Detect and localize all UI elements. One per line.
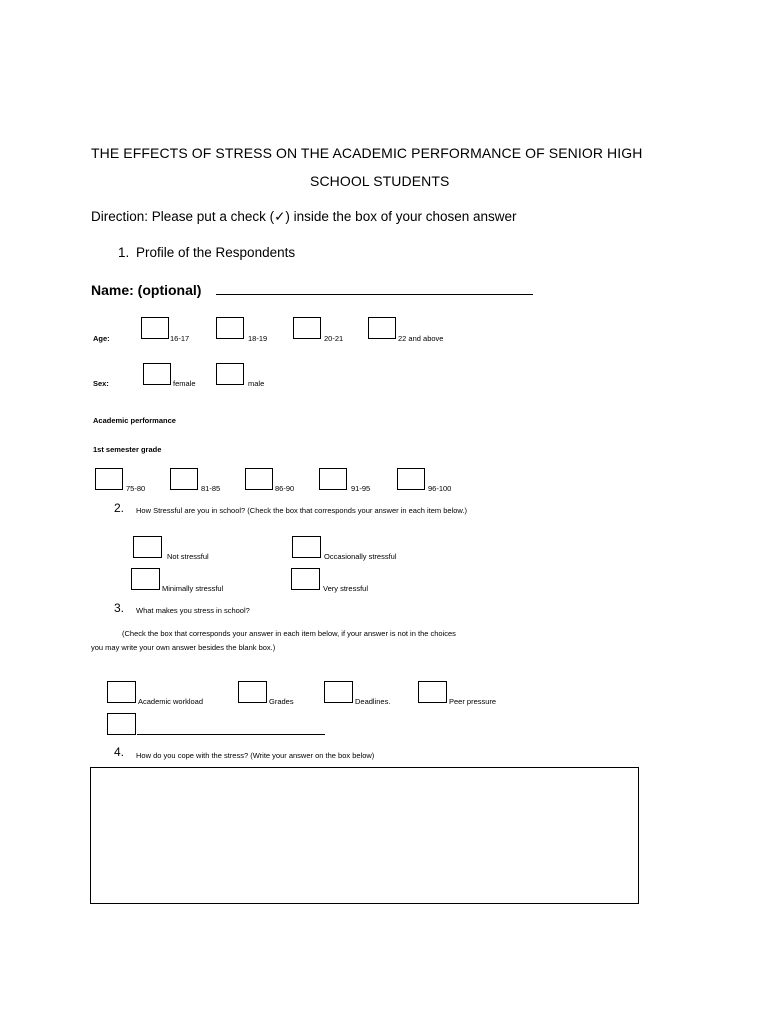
name-blank-line[interactable] [216, 294, 533, 295]
q4-number: 4. [114, 745, 125, 759]
grade-checkbox-81-85[interactable] [170, 468, 198, 490]
academic-performance-label: Academic performance [93, 416, 176, 425]
q3-option-label: Peer pressure [449, 697, 497, 706]
grade-option-label: 91-95 [351, 484, 371, 493]
q3-text: What makes you stress in school? [136, 606, 250, 615]
form-title-line1: THE EFFECTS OF STRESS ON THE ACADEMIC PERFORMANCE OF SENIOR HIGH [91, 145, 643, 161]
q3-option-label: Deadlines. [355, 697, 391, 706]
q4-text: How do you cope with the stress? (Write your answer on the box below) [136, 751, 375, 760]
grade-checkbox-91-95[interactable] [319, 468, 347, 490]
age-option-label: 20-21 [324, 334, 344, 343]
age-label: Age: [93, 334, 110, 343]
q3-checkbox-deadlines[interactable] [324, 681, 353, 703]
q3-number: 3. [114, 601, 125, 615]
form-title-line2: SCHOOL STUDENTS [310, 173, 450, 189]
age-checkbox-20-21[interactable] [293, 317, 321, 339]
q3-other-blank-line[interactable] [137, 734, 325, 735]
q4-answer-box[interactable] [90, 767, 639, 904]
grade-option-label: 96-100 [428, 484, 452, 493]
q2-checkbox-occasionally-stressful[interactable] [292, 536, 321, 558]
q3-checkbox-grades[interactable] [238, 681, 267, 703]
age-option-label: 22 and above [398, 334, 444, 343]
q2-number: 2. [114, 501, 125, 515]
q3-instruction-line2: you may write your own answer besides the blank box.) [91, 643, 276, 652]
q2-option-label: Very stressful [323, 584, 369, 593]
grade-checkbox-86-90[interactable] [245, 468, 273, 490]
q3-checkbox-academic-workload[interactable] [107, 681, 136, 703]
sex-label: Sex: [93, 379, 109, 388]
q2-checkbox-minimally-stressful[interactable] [131, 568, 160, 590]
grade-option-label: 81-85 [201, 484, 221, 493]
q3-instruction-line1: (Check the box that corresponds your answer in each item below, if your answer is not in the choices [122, 629, 456, 638]
semester-grade-label: 1st semester grade [93, 445, 162, 454]
sex-checkbox-male[interactable] [216, 363, 244, 385]
q3-checkbox-peer-pressure[interactable] [418, 681, 447, 703]
q2-option-label: Occasionally stressful [324, 552, 397, 561]
sex-option-label: male [248, 379, 265, 388]
q2-checkbox-very-stressful[interactable] [291, 568, 320, 590]
q3-option-label: Grades [269, 697, 294, 706]
section1-number: 1. [118, 245, 130, 260]
name-label: Name: (optional) [91, 282, 202, 298]
q2-text: How Stressful are you in school? (Check the box that corresponds your answer in each item below.) [136, 506, 467, 515]
q3-option-label: Academic workload [138, 697, 204, 706]
grade-option-label: 86-90 [275, 484, 295, 493]
direction-text: Direction: Please put a check (✓) inside the box of your chosen answer [91, 209, 517, 224]
q3-checkbox-other[interactable] [107, 713, 136, 735]
age-option-label: 16-17 [170, 334, 190, 343]
sex-checkbox-female[interactable] [143, 363, 171, 385]
q2-option-label: Not stressful [167, 552, 209, 561]
age-checkbox-22-above[interactable] [368, 317, 396, 339]
grade-checkbox-75-80[interactable] [95, 468, 123, 490]
section1-title: Profile of the Respondents [136, 245, 296, 260]
grade-checkbox-96-100[interactable] [397, 468, 425, 490]
age-checkbox-18-19[interactable] [216, 317, 244, 339]
age-option-label: 18-19 [248, 334, 268, 343]
sex-option-label: female [173, 379, 196, 388]
grade-option-label: 75-80 [126, 484, 146, 493]
age-checkbox-16-17[interactable] [141, 317, 169, 339]
q2-option-label: Minimally stressful [162, 584, 224, 593]
q2-checkbox-not-stressful[interactable] [133, 536, 162, 558]
